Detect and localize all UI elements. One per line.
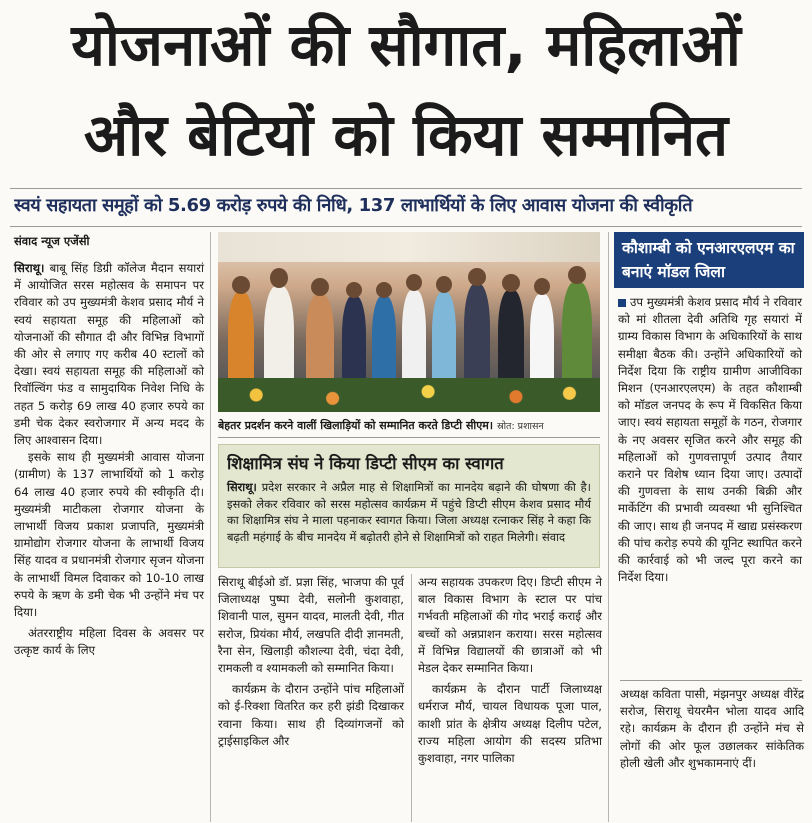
person-head	[232, 276, 250, 294]
person-head	[568, 266, 586, 284]
box-body	[227, 479, 591, 545]
column-divider	[608, 232, 609, 822]
person-head	[436, 276, 452, 293]
sidebar-text: उप मुख्यमंत्री केशव प्रसाद मौर्य ने रविवार को मां शीतला देवी अतिथि गृह सयारां में ग्राम्य विकास विभाग के अधिकारियों के साथ समीक्षा बैठक की। उन्होंने अधिकारियों को निर्देश दिया कि राष्ट्रीय ग्रामीण आजीविका मिशन (एनआरएलएम) के तहत कौशाम्बी को मॉडल जनपद के रूप में विकसित किया जाए। स्वयं सहायता समूहों के गठन, रोजगार के नए अवसर सृजित करने और समूह की महिलाओं को गुणवत्तापूर्ण उत्पाद तैयार कराने पर विशेष ध्यान दिया जाए। उत्पादों की गुणवत्ता के साथ उनकी बिक्री और मार्केटिंग की प्रभावी व्यवस्था भी सुनिश्चित की जाए। साथ ही जनपद में खाद्य प्रसंस्करण की पांच करोड़ रुपये की यूनिट स्थापित करने की कार्रवाई को भी जल्द पूरा करने का निर्देश दिया।	[618, 295, 802, 585]
story-paragraph: अन्य सहायक उपकरण दिए। डिप्टी सीएम ने बाल विकास विभाग के स्टाल पर पांच गर्भवती महिलाओं की गोद भराई कराई और बच्चों को अन्नप्राशन कराया। सरस महोत्सव में विभिन्न विद्यालयों की छात्राओं को भी मेडल देकर सम्मानित किया।	[418, 575, 602, 676]
story-paragraph: इसके साथ ही मुख्यमंत्री आवास योजना (ग्रामीण) के 137 लाभार्थियों को 1 करोड़ 64 लाख 40 हजार रुपये की स्वीकृति दी। मुख्यमंत्री माटीकला रोजगार योजना के लाभार्थी विजय प्रकाश प्रजापति, मुख्यमंत्री ग्रामोद्योग रोजगार योजना के लाभार्थी विजय सिंह यादव व प्रधानमंत्री रोजगार सृजन योजना के लाभार्थी विमल दिवाकर को 10-10 लाख रुपये के ऋण के डमी चेक भी उन्होंने मंच पर दिया।	[14, 450, 204, 620]
headline-line-1: योजनाओं की सौगात, महिलाओं	[71, 11, 741, 79]
story-paragraph: कार्यक्रम के दौरान उन्होंने पांच महिलाओं को ई-रिक्शा वितरित कर हरी झंडी दिखाकर रवाना किया। साथ ही दिव्यांगजनों को ट्राईसाइकिल और	[218, 682, 404, 748]
story-column-1	[14, 260, 204, 660]
person-figure	[402, 290, 426, 390]
person-head	[270, 268, 288, 288]
dateline: सिराथू।	[227, 480, 257, 494]
person-head	[534, 278, 550, 295]
shikshamitra-story-box	[218, 444, 600, 568]
box-credit: संवाद	[538, 529, 566, 544]
box-title: शिक्षामित्र संघ ने किया डिप्टी सीएम का स्वागत	[227, 454, 504, 473]
byline: संवाद न्यूज एजेंसी	[14, 234, 90, 248]
person-figure	[562, 282, 592, 392]
column-divider	[411, 574, 412, 822]
story-paragraph: अंतरराष्ट्रीय महिला दिवस के अवसर पर उत्कृष्ट कार्य के लिए	[14, 626, 204, 658]
column-divider	[210, 232, 211, 822]
story-column-2	[218, 574, 404, 750]
photo-source: स्रोत: प्रशासन	[497, 421, 544, 432]
divider	[10, 188, 802, 189]
caption-text: बेहतर प्रदर्शन करने वालीं खिलाड़ियों को सम्मानित करते डिप्टी सीएम।	[218, 419, 494, 432]
box-text: प्रदेश सरकार ने अप्रैल माह से शिक्षामित्रों का मानदेय बढ़ाने की घोषणा की है। इसको लेकर रविवार को सरस महोत्सव कार्यक्रम में पहुंचे डिप्टी सीएम केशव प्रसाद मौर्य का शिक्षामित्र संघ ने माला पहनाकर स्वागत किया। जिला अध्यक्ष रत्नाकर सिंह ने कहा कि बढ़ती महंगाई के बीच मानदेय में बढ़ोतरी होने से शिक्षामित्रों को राहत मिलेगी।	[227, 480, 591, 544]
subheadline: स्वयं सहायता समूहों को 5.69 करोड़ रुपये की निधि, 137 लाभार्थियों के लिए आवास योजना की स्वीकृति	[14, 195, 693, 216]
flower-decoration	[218, 378, 600, 412]
person-figure	[228, 292, 254, 392]
story-paragraph: अध्यक्ष कविता पासी, मंझनपुर अध्यक्ष वीरेंद्र सरोज, सिराथू चेयरमैन भोला यादव आदि रहे। कार्यक्रम के दौरान ही उन्होंने मंच से लोगों की ओर फूल उछालकर सांकेतिक होली खेली और शुभकामनाएं दीं।	[620, 687, 804, 770]
story-column-3	[418, 574, 602, 767]
divider	[620, 680, 802, 681]
sidebar-title: कौशाम्बी को एनआरएलएम का बनाएं मॉडल जिला	[614, 232, 804, 288]
story-column-4	[620, 686, 804, 772]
bullet-icon	[618, 299, 626, 307]
person-figure	[464, 284, 490, 390]
person-head	[346, 282, 362, 298]
story-paragraph: सिराथू बीईओ डॉ. प्रज्ञा सिंह, भाजपा की पूर्व जिलाध्यक्ष पुष्पा देवी, सलोनी कुशवाहा, शिवानी पाल, सुमन यादव, मालती देवी, गीत सरोज, प्रियंका मौर्य, लखपति दीदी ज्ञानमती, रैना सेन, खिलाड़ी कौशल्या देवी, चंदा देवी, रामकली व श्यामकली को सम्मानित किया।	[218, 575, 404, 676]
divider	[10, 226, 802, 227]
person-figure	[498, 290, 524, 390]
paragraph-text: बाबू सिंह डिग्री कॉलेज मैदान सयारां में आयोजित सरस महोत्सव के समापन पर रविवार को उप मुख्यमंत्री केशव प्रसाद मौर्य ने स्वयं सहायता समूह की महिलाओं को योजनाओं की सौगात दी और विभिन्न विभागों की ओर से लगाए गए करीब 40 स्टालों को देखा। स्वयं सहायता समूह की महिलाओं को रिवॉल्विंग फंड व सामुदायिक निवेश निधि के तहत 5 करोड़ 69 लाख 40 हजार रुपये का डमी चेक देकर स्वरोजगार में अन्य मदद के लिए आश्वासन दिया।	[14, 261, 204, 448]
story-paragraph: कार्यक्रम के दौरान पार्टी जिलाध्यक्ष धर्मराज मौर्य, चायल विधायक पूजा पाल, काशी प्रांत के क्षेत्रीय अध्यक्ष दिलीप पटेल, राज्य महिला आयोग की सदस्य प्रतिभा कुशवाहा, नगर पालिका	[418, 682, 602, 766]
photo-caption	[218, 414, 600, 438]
headline-line-2: और बेटियों को किया सम्मानित	[83, 101, 729, 169]
dateline: सिराथू।	[14, 261, 45, 275]
event-photo	[218, 232, 600, 412]
person-head	[468, 268, 486, 286]
person-figure	[530, 294, 554, 390]
person-figure	[432, 292, 456, 390]
person-head	[376, 282, 392, 298]
person-head	[502, 274, 520, 292]
stage-backdrop	[218, 232, 600, 262]
person-head	[311, 278, 329, 296]
person-head	[406, 274, 422, 291]
story-paragraph	[14, 260, 204, 449]
sidebar-body	[618, 294, 802, 586]
